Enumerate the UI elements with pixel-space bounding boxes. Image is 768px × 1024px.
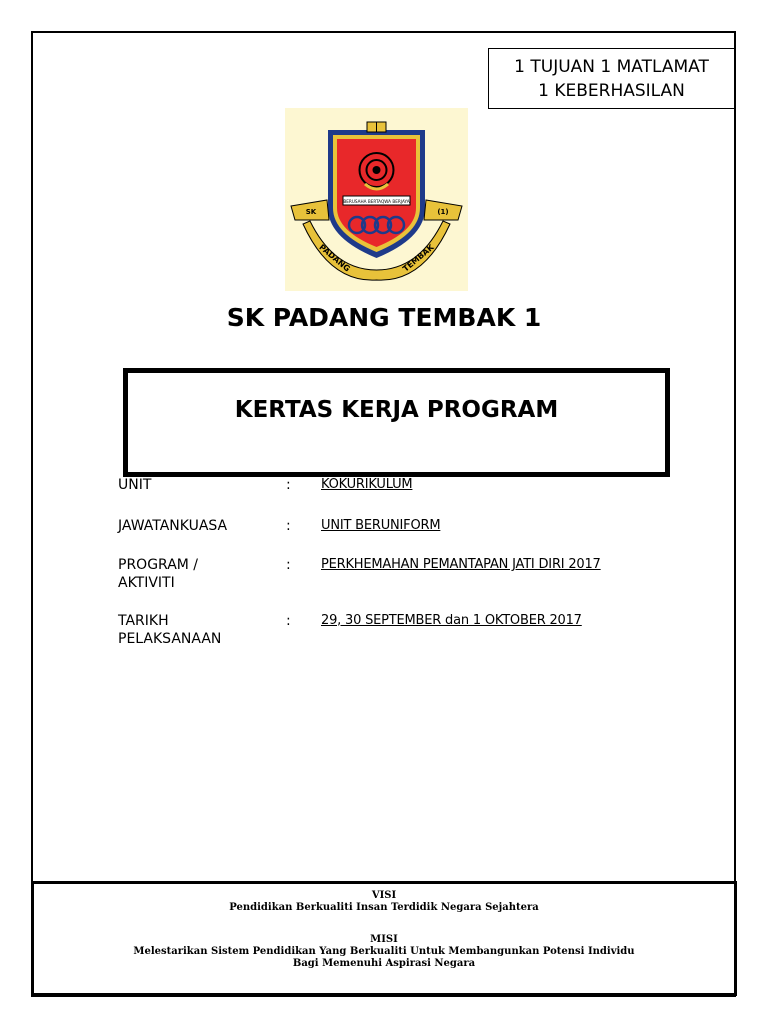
- info-label-line-2: AKTIVITI: [118, 575, 175, 591]
- info-label: UNIT: [118, 477, 152, 493]
- info-separator: :: [286, 557, 291, 573]
- svg-text:(1): (1): [437, 208, 449, 216]
- motto-line-1: 1 TUJUAN 1 MATLAMAT: [514, 57, 709, 77]
- info-label-line-1: PROGRAM /: [118, 557, 199, 573]
- motto-box: [488, 48, 735, 109]
- info-label: [118, 612, 268, 648]
- visi-block: [34, 890, 734, 914]
- info-separator: :: [286, 518, 291, 534]
- info-value: PERKHEMAHAN PEMANTAPAN JATI DIRI 2017: [321, 557, 601, 572]
- info-label: JAWATANKUASA: [118, 518, 228, 534]
- info-value: UNIT BERUNIFORM: [321, 518, 441, 533]
- misi-line-2: Bagi Memenuhi Aspirasi Negara: [292, 958, 476, 969]
- motto-line-2: 1 KEBERHASILAN: [538, 81, 685, 101]
- svg-text:BERUSAHA BERTAQWA BERJAYA: BERUSAHA BERTAQWA BERJAYA: [343, 199, 410, 204]
- misi-heading: MISI: [370, 934, 398, 945]
- school-crest: [285, 108, 468, 291]
- info-label-line-1: TARIKH: [118, 613, 169, 629]
- document-title-box: [123, 368, 670, 477]
- school-crest-icon: [285, 108, 468, 291]
- visi-heading: VISI: [371, 890, 397, 901]
- misi-block: [34, 934, 734, 970]
- info-label: [118, 556, 268, 592]
- info-separator: :: [286, 613, 291, 629]
- info-value: KOKURIKULUM: [321, 477, 413, 492]
- info-separator: :: [286, 477, 291, 493]
- document-title: KERTAS KERJA PROGRAM: [234, 397, 559, 423]
- school-name-heading: SK PADANG TEMBAK 1: [226, 303, 542, 332]
- info-value: 29, 30 SEPTEMBER dan 1 OKTOBER 2017: [321, 613, 582, 628]
- visi-text: Pendidikan Berkualiti Insan Terdidik Negara Sejahtera: [229, 902, 539, 913]
- svg-text:SK: SK: [305, 208, 317, 216]
- svg-text:PADANG: PADANG: [317, 242, 352, 274]
- info-label-line-2: PELAKSANAAN: [118, 631, 222, 647]
- misi-line-1: Melestarikan Sistem Pendidikan Yang Berkualiti Untuk Membangunkan Potensi Individu: [133, 946, 635, 957]
- svg-text:TEMBAK: TEMBAK: [401, 242, 436, 274]
- vision-mission-footer: [31, 881, 737, 996]
